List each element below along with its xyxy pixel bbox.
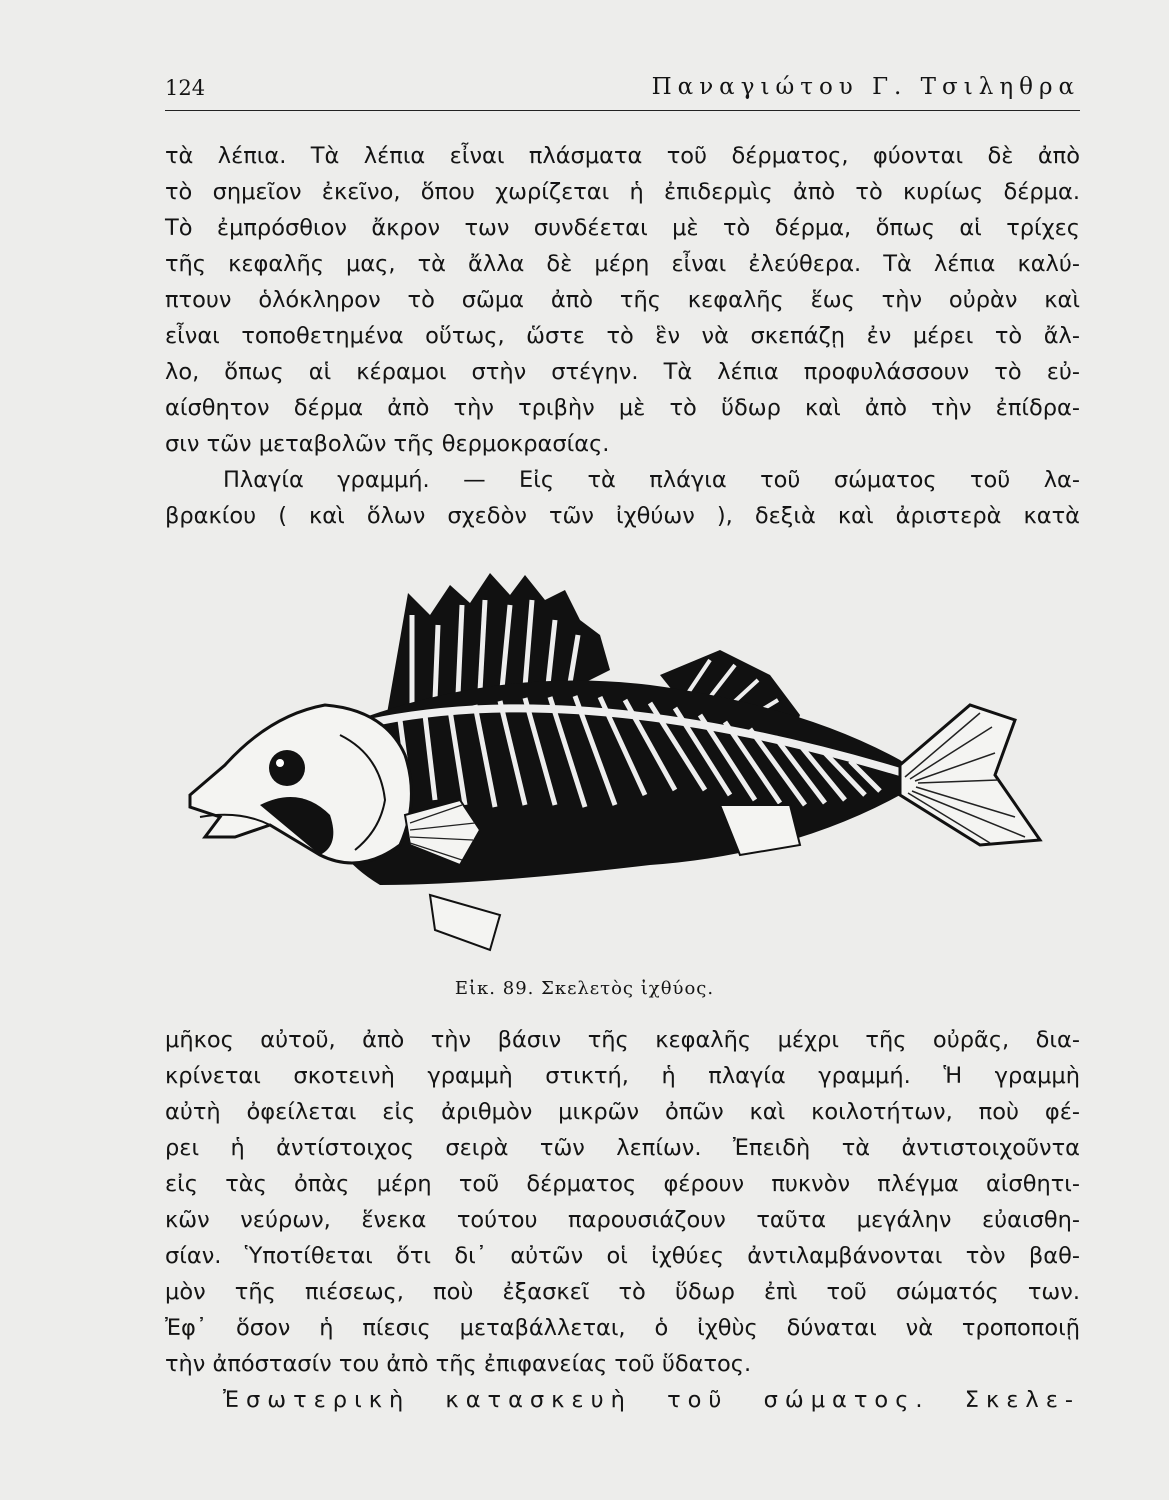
text-line: πτουν ὁλόκληρον τὸ σῶμα ἀπὸ τῆς κεφαλῆς ἕως τὴν οὐρὰν καὶ — [165, 287, 1080, 313]
text-line: τὸ σημεῖον ἐκεῖνο, ὅπου χωρίζεται ἡ ἐπιδερμὶς ἀπὸ τὸ κυρίως δέρμα. — [165, 179, 1080, 205]
caudal-fin — [900, 705, 1040, 845]
page-header — [165, 70, 1080, 114]
text-line: εἰς τὰς ὀπὰς μέρη τοῦ δέρματος φέρουν πυκνὸν πλέγμα αἰσθητι- — [165, 1171, 1080, 1197]
body-text-bottom — [165, 1022, 1080, 1418]
section-heading-line: Πλαγία γραμμή. — Εἰς τὰ πλάγια τοῦ σώματος τοῦ λα- — [223, 467, 1080, 493]
page-number: 124 — [165, 76, 206, 100]
header-rule — [165, 110, 1080, 111]
text-line: εἶναι τοποθετημένα οὕτως, ὥστε τὸ ἓν νὰ σκεπάζῃ ἐν μέρει τὸ ἄλ- — [165, 323, 1080, 349]
text-line: Τὸ ἐμπρόσθιον ἄκρον των συνδέεται μὲ τὸ δέρμα, ὅπως αἱ τρίχες — [165, 215, 1080, 241]
text-line: σίαν. Ὑποτίθεται ὅτι δι᾽ αὐτῶν οἱ ἰχθύες ἀντιλαμβάνονται τὸν βαθ- — [165, 1243, 1080, 1269]
text-line: τὴν ἀπόστασίν του ἀπὸ τῆς ἐπιφανείας τοῦ ὕδατος. — [165, 1351, 752, 1377]
eye-socket — [269, 750, 305, 786]
text-line: μῆκος αὐτοῦ, ἀπὸ τὴν βάσιν τῆς κεφαλῆς μέχρι τῆς οὐρᾶς, δια- — [165, 1027, 1080, 1053]
fish-skeleton-figure — [180, 555, 1060, 955]
text-line: αὐτὴ ὀφείλεται εἰς ἀριθμὸν μικρῶν ὀπῶν καὶ κοιλοτήτων, ποὺ φέ- — [165, 1099, 1080, 1125]
skull — [190, 705, 411, 863]
text-line: μὸν τῆς πιέσεως, ποὺ ἐξασκεῖ τὸ ὕδωρ ἐπὶ τοῦ σώματός των. — [165, 1279, 1080, 1305]
body-text-top — [165, 138, 1080, 534]
text-line: τῆς κεφαλῆς μας, τὰ ἄλλα δὲ μέρη εἶναι ἐλεύθερα. Τὰ λέπια καλύ- — [165, 251, 1080, 277]
figure-caption: Εἰκ. 89. Σκελετὸς ἰχθύος. — [454, 978, 715, 999]
text-line: κῶν νεύρων, ἕνεκα τούτου παρουσιάζουν ταῦτα μεγάλην εὐαισθη- — [165, 1207, 1080, 1233]
text-line: αίσθητον δέρμα ἀπὸ τὴν τριβὴν μὲ τὸ ὕδωρ καὶ ἀπὸ τὴν ἐπίδρα- — [165, 395, 1080, 421]
text-line: βρακίου ( καὶ ὅλων σχεδὸν τῶν ἰχθύων ), δεξιὰ καὶ ἀριστερὰ κατὰ — [165, 503, 1080, 529]
text-line: λο, ὅπως αἱ κέραμοι στὴν στέγην. Τὰ λέπια προφυλάσσουν τὸ εὐ- — [165, 359, 1080, 385]
text-line: κρίνεται σκοτεινὴ γραμμὴ στικτή, ἡ πλαγία γραμμή. Ἡ γραμμὴ — [165, 1063, 1080, 1089]
text-line: σιν τῶν μεταβολῶν τῆς θερμοκρασίας. — [165, 431, 610, 457]
text-line: Ἐφ᾽ ὅσον ἡ πίεσις μεταβάλλεται, ὁ ἰχθὺς δύναται νὰ τροποποιῇ — [165, 1315, 1080, 1341]
text-line: τὰ λέπια. Τὰ λέπια εἶναι πλάσματα τοῦ δέρματος, φύονται δὲ ἀπὸ — [165, 143, 1080, 169]
pelvic-fin — [430, 895, 500, 950]
text-line: ρει ἡ ἀντίστοιχος σειρὰ τῶν λεπίων. Ἐπειδὴ τὰ ἀντιστοιχοῦντα — [165, 1135, 1080, 1161]
running-head: Παναγιώτου Γ. Τσιληθρα — [651, 74, 1080, 100]
section-heading-line: Ἐσωτερικὴ κατασκευὴ τοῦ σώματος. Σκελε- — [223, 1387, 1080, 1413]
